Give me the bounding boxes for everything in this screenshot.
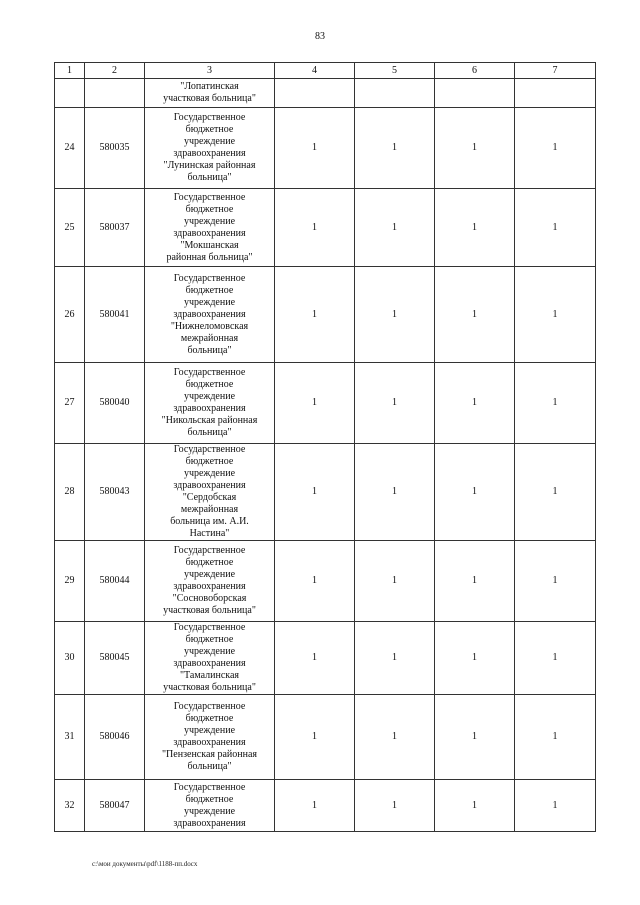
header-cell: 4	[275, 63, 355, 79]
value-cell: 1	[275, 189, 355, 267]
table-row	[55, 189, 596, 267]
value-cell: 1	[515, 622, 596, 695]
value-cell: 1	[515, 695, 596, 780]
institution-name-cell: Государственное бюджетное учреждение здравоохранения "Мокшанская районная больница"	[145, 189, 275, 267]
header-cell: 6	[435, 63, 515, 79]
table-row	[55, 267, 596, 363]
value-cell: 1	[275, 695, 355, 780]
institution-name-cell: Государственное бюджетное учреждение здравоохранения "Пензенская районная больница"	[145, 695, 275, 780]
code-cell: 580047	[85, 780, 145, 832]
header-cell: 2	[85, 63, 145, 79]
table-row	[55, 541, 596, 622]
header-cell: 3	[145, 63, 275, 79]
code-cell: 580043	[85, 444, 145, 541]
row-number-cell: 24	[55, 108, 85, 189]
value-cell: 1	[515, 541, 596, 622]
code-cell	[85, 79, 145, 108]
value-cell: 1	[435, 780, 515, 832]
institution-name-cell: Государственное бюджетное учреждение здравоохранения	[145, 780, 275, 832]
institution-name-cell: Государственное бюджетное учреждение здравоохранения "Никольская районная больница"	[145, 363, 275, 444]
value-cell: 1	[435, 541, 515, 622]
header-row	[55, 63, 596, 79]
table-row	[55, 444, 596, 541]
value-cell: 1	[275, 108, 355, 189]
institution-name-cell: Государственное бюджетное учреждение здравоохранения "Тамалинская участковая больница"	[145, 622, 275, 695]
institution-name-cell: Государственное бюджетное учреждение здравоохранения "Сосновоборская участковая больница"	[145, 541, 275, 622]
code-cell: 580037	[85, 189, 145, 267]
value-cell: 1	[515, 444, 596, 541]
value-cell: 1	[515, 363, 596, 444]
value-cell: 1	[355, 695, 435, 780]
value-cell: 1	[355, 267, 435, 363]
value-cell: 1	[515, 108, 596, 189]
value-cell: 1	[275, 363, 355, 444]
page-number: 83	[315, 31, 325, 42]
value-cell	[515, 79, 596, 108]
table-row	[55, 79, 596, 108]
header-cell: 7	[515, 63, 596, 79]
row-number-cell: 30	[55, 622, 85, 695]
header-cell: 1	[55, 63, 85, 79]
value-cell: 1	[435, 267, 515, 363]
value-cell: 1	[355, 444, 435, 541]
row-number-cell: 32	[55, 780, 85, 832]
code-cell: 580040	[85, 363, 145, 444]
value-cell: 1	[275, 780, 355, 832]
table-row	[55, 108, 596, 189]
value-cell: 1	[355, 189, 435, 267]
value-cell: 1	[435, 695, 515, 780]
value-cell: 1	[355, 108, 435, 189]
value-cell: 1	[435, 189, 515, 267]
row-number-cell: 26	[55, 267, 85, 363]
table-row	[55, 622, 596, 695]
institution-name-cell: Государственное бюджетное учреждение здравоохранения "Сердобская межрайонная больница им. А.И. Настина"	[145, 444, 275, 541]
value-cell	[435, 79, 515, 108]
institution-name-cell: Государственное бюджетное учреждение здравоохранения "Лунинская районная больница"	[145, 108, 275, 189]
table-row	[55, 363, 596, 444]
code-cell: 580044	[85, 541, 145, 622]
value-cell: 1	[355, 541, 435, 622]
value-cell	[275, 79, 355, 108]
header-cell: 5	[355, 63, 435, 79]
value-cell: 1	[275, 267, 355, 363]
value-cell: 1	[355, 363, 435, 444]
institution-name-cell: Государственное бюджетное учреждение здравоохранения "Нижнеломовская межрайонная больница"	[145, 267, 275, 363]
value-cell: 1	[275, 622, 355, 695]
value-cell: 1	[275, 541, 355, 622]
file-path-footer: c:\мои документы\pdf\1188-пп.docx	[92, 860, 198, 868]
row-number-cell: 29	[55, 541, 85, 622]
row-number-cell: 31	[55, 695, 85, 780]
institution-name-cell: "Лопатинская участковая больница"	[145, 79, 275, 108]
value-cell: 1	[515, 780, 596, 832]
data-table	[54, 62, 596, 832]
value-cell: 1	[275, 444, 355, 541]
code-cell: 580045	[85, 622, 145, 695]
value-cell: 1	[355, 622, 435, 695]
table-row	[55, 780, 596, 832]
table-row	[55, 695, 596, 780]
value-cell: 1	[435, 622, 515, 695]
value-cell: 1	[515, 267, 596, 363]
value-cell: 1	[435, 363, 515, 444]
value-cell: 1	[515, 189, 596, 267]
code-cell: 580046	[85, 695, 145, 780]
row-number-cell: 28	[55, 444, 85, 541]
value-cell: 1	[355, 780, 435, 832]
code-cell: 580041	[85, 267, 145, 363]
row-number-cell: 25	[55, 189, 85, 267]
value-cell: 1	[435, 108, 515, 189]
value-cell	[355, 79, 435, 108]
value-cell: 1	[435, 444, 515, 541]
row-number-cell	[55, 79, 85, 108]
code-cell: 580035	[85, 108, 145, 189]
row-number-cell: 27	[55, 363, 85, 444]
